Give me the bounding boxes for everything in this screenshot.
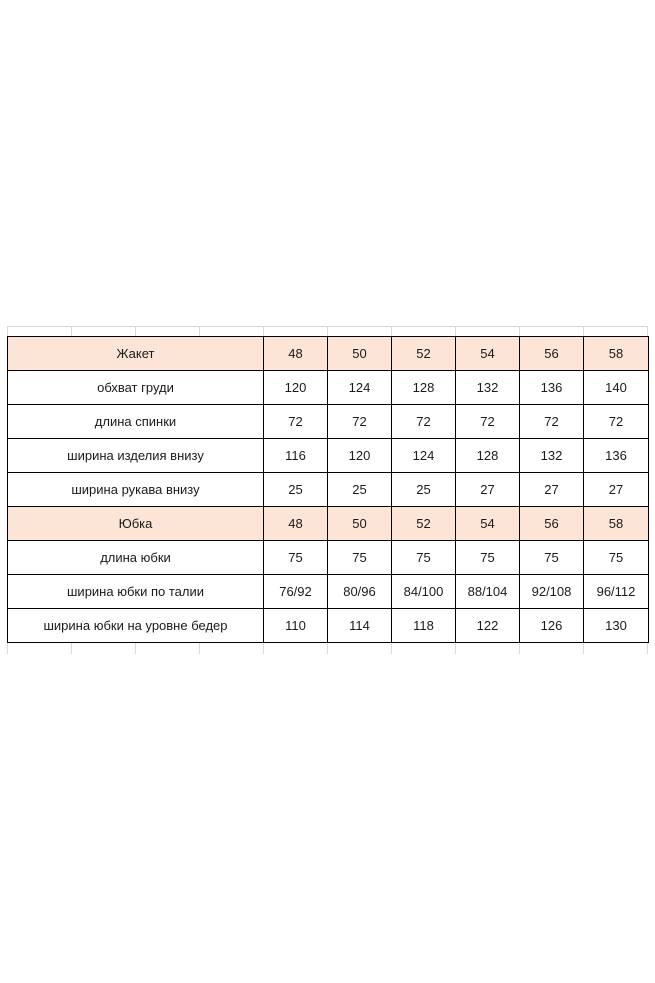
row-label-cell[interactable]: длина юбки xyxy=(8,541,264,575)
value-cell[interactable]: 25 xyxy=(328,473,392,507)
gridline-tick xyxy=(263,642,264,654)
value-cell[interactable]: 136 xyxy=(520,371,584,405)
gridline-tick xyxy=(455,642,456,654)
size-cell[interactable]: 56 xyxy=(520,507,584,541)
gridline-tick xyxy=(519,326,520,336)
gridline-tick xyxy=(327,326,328,336)
row-label-cell[interactable]: ширина изделия внизу xyxy=(8,439,264,473)
gridline-tick xyxy=(327,642,328,654)
value-cell[interactable]: 118 xyxy=(392,609,456,643)
gridline-tick xyxy=(391,642,392,654)
gridline-tick xyxy=(455,326,456,336)
gridline-tick xyxy=(135,326,136,336)
size-cell[interactable]: 56 xyxy=(520,337,584,371)
value-cell[interactable]: 72 xyxy=(328,405,392,439)
size-cell[interactable]: 50 xyxy=(328,337,392,371)
size-cell[interactable]: 58 xyxy=(584,337,649,371)
value-cell[interactable]: 27 xyxy=(584,473,649,507)
value-cell[interactable]: 126 xyxy=(520,609,584,643)
table-row xyxy=(8,371,649,405)
gridline-tick xyxy=(647,326,648,336)
value-cell[interactable]: 75 xyxy=(392,541,456,575)
section-header-row-jacket xyxy=(8,337,649,371)
size-cell[interactable]: 54 xyxy=(456,507,520,541)
gridline-tick xyxy=(7,326,8,336)
gridline-tick xyxy=(583,326,584,336)
table-row xyxy=(8,541,649,575)
row-label-cell[interactable]: ширина юбки на уровне бедер xyxy=(8,609,264,643)
value-cell[interactable]: 120 xyxy=(264,371,328,405)
value-cell[interactable]: 136 xyxy=(584,439,649,473)
size-cell[interactable]: 48 xyxy=(264,337,328,371)
gridline-tick xyxy=(199,642,200,654)
table-row xyxy=(8,575,649,609)
value-cell[interactable]: 120 xyxy=(328,439,392,473)
row-label-cell[interactable]: длина спинки xyxy=(8,405,264,439)
row-label-cell[interactable]: Жакет xyxy=(8,337,264,371)
value-cell[interactable]: 92/108 xyxy=(520,575,584,609)
value-cell[interactable]: 72 xyxy=(392,405,456,439)
row-label-cell[interactable]: ширина рукава внизу xyxy=(8,473,264,507)
value-cell[interactable]: 132 xyxy=(520,439,584,473)
value-cell[interactable]: 72 xyxy=(584,405,649,439)
value-cell[interactable]: 114 xyxy=(328,609,392,643)
gridline-tick xyxy=(519,642,520,654)
gridline-tick xyxy=(263,326,264,336)
size-cell[interactable]: 58 xyxy=(584,507,649,541)
gridline-tick xyxy=(391,326,392,336)
value-cell[interactable]: 27 xyxy=(520,473,584,507)
table-row xyxy=(8,439,649,473)
value-cell[interactable]: 72 xyxy=(520,405,584,439)
size-cell[interactable]: 48 xyxy=(264,507,328,541)
gridline-tick xyxy=(199,326,200,336)
gridline-tick xyxy=(583,642,584,654)
size-cell[interactable]: 52 xyxy=(392,337,456,371)
value-cell[interactable]: 75 xyxy=(520,541,584,575)
size-cell[interactable]: 50 xyxy=(328,507,392,541)
value-cell[interactable]: 128 xyxy=(392,371,456,405)
value-cell[interactable]: 80/96 xyxy=(328,575,392,609)
value-cell[interactable]: 88/104 xyxy=(456,575,520,609)
value-cell[interactable]: 27 xyxy=(456,473,520,507)
value-cell[interactable]: 124 xyxy=(392,439,456,473)
row-label-cell[interactable]: обхват груди xyxy=(8,371,264,405)
value-cell[interactable]: 75 xyxy=(456,541,520,575)
value-cell[interactable]: 75 xyxy=(328,541,392,575)
table-row xyxy=(8,609,649,643)
table-row xyxy=(8,405,649,439)
value-cell[interactable]: 140 xyxy=(584,371,649,405)
value-cell[interactable]: 128 xyxy=(456,439,520,473)
gridline-tick xyxy=(71,642,72,654)
value-cell[interactable]: 96/112 xyxy=(584,575,649,609)
size-cell[interactable]: 52 xyxy=(392,507,456,541)
section-header-row-skirt xyxy=(8,507,649,541)
gridline-tick xyxy=(647,642,648,654)
value-cell[interactable]: 130 xyxy=(584,609,649,643)
row-label-cell[interactable]: ширина юбки по талии xyxy=(8,575,264,609)
value-cell[interactable]: 76/92 xyxy=(264,575,328,609)
table-row xyxy=(8,473,649,507)
row-label-cell[interactable]: Юбка xyxy=(8,507,264,541)
value-cell[interactable]: 84/100 xyxy=(392,575,456,609)
value-cell[interactable]: 72 xyxy=(456,405,520,439)
value-cell[interactable]: 72 xyxy=(264,405,328,439)
gridline-tick xyxy=(71,326,72,336)
gridline-tick xyxy=(135,642,136,654)
value-cell[interactable]: 25 xyxy=(392,473,456,507)
value-cell[interactable]: 25 xyxy=(264,473,328,507)
size-cell[interactable]: 54 xyxy=(456,337,520,371)
value-cell[interactable]: 116 xyxy=(264,439,328,473)
gridline-tick xyxy=(7,642,8,654)
size-chart-table xyxy=(7,336,649,643)
value-cell[interactable]: 75 xyxy=(584,541,649,575)
value-cell[interactable]: 122 xyxy=(456,609,520,643)
value-cell[interactable]: 124 xyxy=(328,371,392,405)
value-cell[interactable]: 110 xyxy=(264,609,328,643)
value-cell[interactable]: 75 xyxy=(264,541,328,575)
value-cell[interactable]: 132 xyxy=(456,371,520,405)
